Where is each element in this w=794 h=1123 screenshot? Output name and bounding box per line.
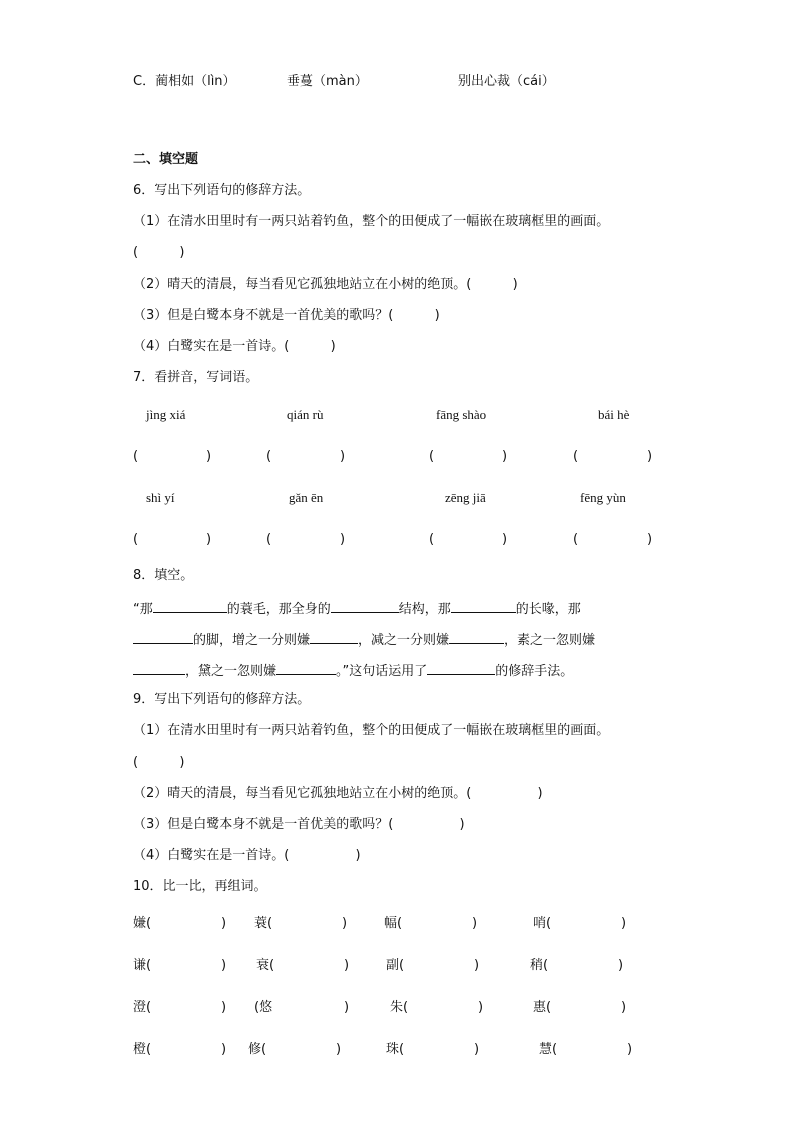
- q7-title: 7．看拼音，写词语。: [133, 370, 259, 385]
- q8-text: ，素之一忽则嫌: [504, 633, 596, 648]
- character: 慧: [539, 1042, 553, 1057]
- answer-paren-open: (: [266, 449, 272, 464]
- fill-blank[interactable]: [449, 630, 504, 644]
- paren-close: ): [478, 1000, 484, 1015]
- paren-open: (: [267, 916, 273, 931]
- option-c-label: C．蔺相如（lìn）: [133, 74, 236, 89]
- pinyin-2: qián rù: [287, 407, 324, 422]
- fill-blank[interactable]: [276, 661, 336, 675]
- fill-blank[interactable]: [451, 599, 516, 613]
- paren-close: ): [472, 916, 478, 931]
- q8-text: 结构，那: [398, 602, 451, 617]
- paren-open: (: [146, 916, 152, 931]
- q10-word-cell: [133, 1000, 151, 1016]
- answer-paren-close: ): [647, 449, 653, 464]
- character: 惠: [533, 1000, 547, 1015]
- paren-open: (: [399, 1042, 405, 1057]
- fill-blank[interactable]: [331, 599, 399, 613]
- character: 澄: [133, 1000, 147, 1015]
- q6-sentence-2: （2）晴天的清晨，每当看见它孤独地站立在小树的绝顶。( ): [133, 277, 518, 292]
- paren-open: (: [552, 1042, 558, 1057]
- paren-close: ): [344, 958, 350, 973]
- q9-sentence-1: （1）在清水田里时有一两只站着钓鱼，整个的田便成了一幅嵌在玻璃框里的画面。: [133, 723, 610, 738]
- q10-word-cell: [256, 958, 274, 974]
- section-title: 二、填空题: [133, 152, 199, 167]
- paren-close: ): [344, 1000, 350, 1015]
- q8-text: “那: [133, 602, 153, 617]
- character: 稍: [530, 958, 544, 973]
- paren-open: (: [146, 958, 152, 973]
- paren-close: ): [221, 1000, 227, 1015]
- paren-close: ): [621, 916, 627, 931]
- q9-title: 9．写出下列语句的修辞方法。: [133, 692, 311, 707]
- paren-open: (: [403, 1000, 409, 1015]
- q8-line-2: [133, 630, 595, 649]
- answer-paren-close: ): [502, 449, 508, 464]
- q10-word-cell: [133, 1042, 151, 1058]
- q10-word-cell: [539, 1042, 557, 1058]
- paren-open: (: [399, 958, 405, 973]
- paren-close: ): [221, 916, 227, 931]
- q10-word-cell: [133, 916, 151, 932]
- answer-paren-close: ): [206, 532, 212, 547]
- paren-close: ): [474, 958, 480, 973]
- fill-blank[interactable]: [133, 661, 185, 675]
- q8-text: 的修辞手法。: [495, 664, 574, 679]
- character: 橙: [133, 1042, 147, 1057]
- paren-close: ): [221, 1042, 227, 1057]
- paren-open: (: [543, 958, 549, 973]
- answer-paren-open: (: [266, 532, 272, 547]
- q10-word-cell: [533, 916, 551, 932]
- q8-line-3: [133, 661, 573, 680]
- q8-text: 。”这句话运用了: [336, 664, 428, 679]
- answer-paren-open: (: [133, 449, 139, 464]
- paren-close: ): [336, 1042, 342, 1057]
- character: 蓑: [254, 916, 268, 931]
- q10-word-cell: [390, 1000, 408, 1016]
- paren-open: (: [546, 1000, 552, 1015]
- pinyin-7: zēng jiā: [445, 490, 486, 505]
- fill-blank[interactable]: [427, 661, 495, 675]
- character: 幅: [384, 916, 398, 931]
- pinyin-5: shì yí: [146, 490, 175, 505]
- q6-sentence-4: （4）白鹭实在是一首诗。( ): [133, 339, 336, 354]
- paren-close: ): [621, 1000, 627, 1015]
- pinyin-1: jìng xiá: [146, 407, 186, 422]
- paren-close: ): [474, 1042, 480, 1057]
- answer-paren-open: (: [573, 449, 579, 464]
- paren-open: (: [254, 1000, 260, 1015]
- q9-sentence-4: （4）白鹭实在是一首诗。( ): [133, 848, 361, 863]
- q10-word-cell: [386, 958, 404, 974]
- paren-open: (: [146, 1042, 152, 1057]
- character: 珠: [386, 1042, 400, 1057]
- q9-sentence-2: （2）晴天的清晨，每当看见它孤独地站立在小树的绝顶。( ): [133, 786, 543, 801]
- answer-paren-close: ): [206, 449, 212, 464]
- q6-sentence-3: （3）但是白鹭本身不就是一首优美的歌吗？( ): [133, 308, 440, 323]
- answer-paren-open: (: [429, 449, 435, 464]
- option-c-item-2: 垂蔓（màn）: [287, 74, 368, 89]
- q9-answer-1: ( ): [133, 755, 185, 770]
- character: 副: [386, 958, 400, 973]
- paren-close: ): [342, 916, 348, 931]
- q10-word-cell: [530, 958, 548, 974]
- answer-paren-close: ): [502, 532, 508, 547]
- pinyin-8: fēng yùn: [580, 490, 626, 505]
- character: 朱: [390, 1000, 404, 1015]
- answer-paren-close: ): [647, 532, 653, 547]
- character: 修: [248, 1042, 262, 1057]
- q8-text: 的长喙，那: [515, 602, 581, 617]
- character: 悠: [259, 1000, 273, 1015]
- pinyin-3: fāng shào: [436, 407, 487, 422]
- q10-word-cell: [254, 916, 272, 932]
- fill-blank[interactable]: [133, 630, 193, 644]
- answer-paren-open: (: [429, 532, 435, 547]
- q10-word-cell: [133, 958, 151, 974]
- q8-title: 8．填空。: [133, 568, 194, 583]
- character: 谦: [133, 958, 147, 973]
- character: 衰: [256, 958, 270, 973]
- paren-close: ): [618, 958, 624, 973]
- q10-word-cell: [254, 1000, 272, 1016]
- pinyin-4: bái hè: [598, 407, 630, 422]
- answer-paren-open: (: [133, 532, 139, 547]
- answer-paren-close: ): [340, 532, 346, 547]
- paren-open: (: [397, 916, 403, 931]
- fill-blank[interactable]: [310, 630, 358, 644]
- option-c-item-3: 别出心裁（cái）: [458, 74, 555, 89]
- q8-text: ，黛之一忽则嫌: [185, 664, 277, 679]
- answer-paren-close: ): [340, 449, 346, 464]
- paren-open: (: [146, 1000, 152, 1015]
- q6-title: 6．写出下列语句的修辞方法。: [133, 183, 311, 198]
- paren-close: ): [221, 958, 227, 973]
- q10-word-cell: [384, 916, 402, 932]
- q10-word-cell: [533, 1000, 551, 1016]
- q6-answer-1: ( ): [133, 245, 185, 260]
- paren-close: ): [627, 1042, 633, 1057]
- paren-open: (: [261, 1042, 267, 1057]
- q10-word-cell: [386, 1042, 404, 1058]
- q8-text: 的蓑毛，那全身的: [226, 602, 331, 617]
- character: 哨: [533, 916, 547, 931]
- character: 嫌: [133, 916, 147, 931]
- q6-sentence-1: （1）在清水田里时有一两只站着钓鱼，整个的田便成了一幅嵌在玻璃框里的画面。: [133, 214, 610, 229]
- fill-blank[interactable]: [153, 599, 227, 613]
- q9-sentence-3: （3）但是白鹭本身不就是一首优美的歌吗？( ): [133, 817, 465, 832]
- q8-text: 的脚，增之一分则嫌: [193, 633, 311, 648]
- paren-open: (: [546, 916, 552, 931]
- q10-title: 10．比一比，再组词。: [133, 879, 267, 894]
- q8-line-1: [133, 599, 581, 618]
- q8-text: ，减之一分则嫌: [358, 633, 450, 648]
- paren-open: (: [269, 958, 275, 973]
- pinyin-6: gǎn ēn: [289, 490, 324, 505]
- q10-word-cell: [248, 1042, 266, 1058]
- answer-paren-open: (: [573, 532, 579, 547]
